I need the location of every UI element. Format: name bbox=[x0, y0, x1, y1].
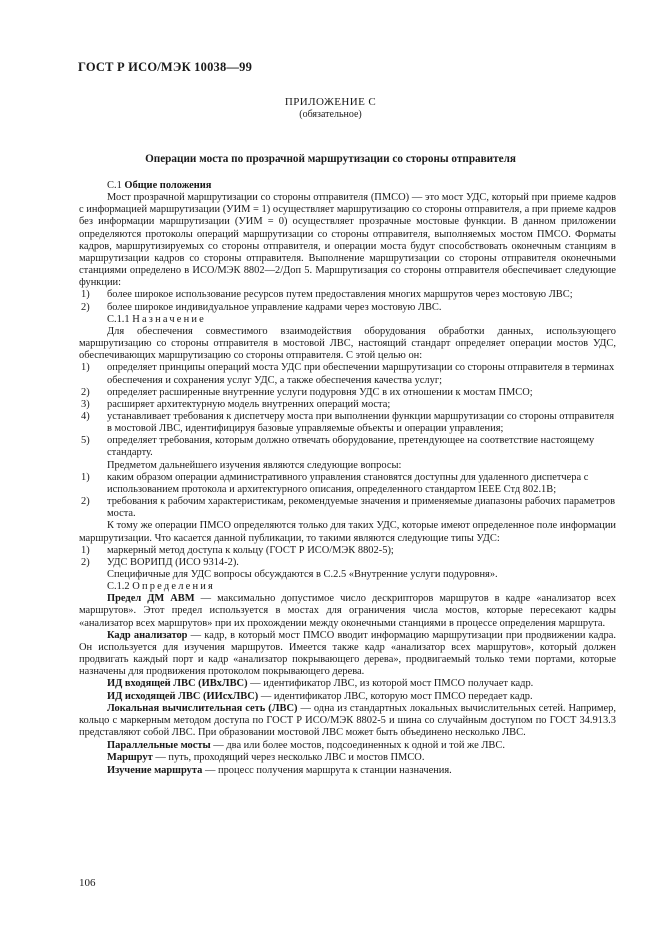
c12-heading-number: С.1.2 bbox=[107, 581, 130, 593]
list-item-text: устанавливает требования к диспетчеру моста при выполнении функции маршрутизации со стороны отправителя в мостовой ЛВС, идентифицируя базовые управляемые объекты и операции управления; bbox=[107, 410, 615, 435]
list-item-number: 1) bbox=[81, 471, 90, 483]
definition bbox=[79, 765, 616, 777]
definition-text: — процесс получения маршрута к станции назначения. bbox=[202, 764, 452, 776]
c11-list-item bbox=[79, 362, 616, 386]
c11-question-item bbox=[79, 472, 616, 496]
list-item-number: 2) bbox=[81, 556, 90, 568]
c11-question-item bbox=[79, 496, 616, 520]
list-item-number: 3) bbox=[81, 398, 90, 410]
list-item-number: 1) bbox=[81, 362, 90, 374]
section-title: Операции моста по прозрачной маршрутизации со стороны отправителя bbox=[145, 153, 516, 165]
annex-status: (обязательное) bbox=[299, 109, 362, 120]
c11-heading bbox=[79, 314, 616, 326]
c1-heading-number: С.1 bbox=[107, 180, 122, 191]
list-item-number: 2) bbox=[81, 301, 90, 313]
c11-mac-type-item bbox=[79, 545, 616, 557]
document-body bbox=[79, 180, 616, 777]
c1-paragraph: Мост прозрачной маршрутизации со стороны отправителя (ПМСО) — это мост УДС, который при приеме кадров с информацией маршрутизации (УИМ = 1) осуществляет маршрутизацию со стороны отправителя, а при приеме кадров без информации маршрутизации (УИМ = 0) осуществляет прозрачные мостовые функции. В данном приложении определяются протоколы операций маршрутизации со стороны отправителя, выполняемых мостом ПМСО. Форматы кадров, маршрутизируемых со стороны отправителя, и операции моста будут способствовать оконечным станциям в маршрутизации кадров со стороны отправителя. Выполнение маршрутизации со стороны отправителя оконечными станциями определено в ИСО/МЭК 8802—2/Доп 5. Маршрутизация со стороны отправителя обеспечивает следующие функции: bbox=[79, 192, 616, 289]
list-item-text: каким образом операции административного управления становятся доступны для удаленного диспетчера с использованием протокола и архитектурного описания, определенного стандартом IEEE Стд 802.1В; bbox=[107, 471, 589, 495]
list-item-text: определяет расширенные внутренние услуги подуровня УДС в их отношении к мостам ПМСО; bbox=[107, 386, 533, 398]
definition-text: — одна из стандартных локальных вычислительных сетей. Например, кольцо с маркерным методом доступа по ГОСТ Р ИСО/МЭК 8802-5 и шина со случайным доступом по ГОСТ 34.913.3 представляют собой ЛВС. При образовании мостовой ЛВС может быть объединено несколько ЛВС. bbox=[79, 702, 616, 739]
list-item-number: 1) bbox=[81, 289, 90, 301]
annex-title: ПРИЛОЖЕНИЕ С bbox=[284, 96, 377, 108]
list-item-text: УДС ВОРИПД (ИСО 9314-2). bbox=[107, 556, 239, 568]
definition-text: — кадр, в который мост ПМСО вводит информацию маршрутизации при продвижении кадра. Он используется для изучения маршрутов. Имеется также кадр «анализатор всех маршрутов», который должен продвигать каждый порт и кадр «анализатор покрывающего дерева», продвигаемый только теми портами, которые назначены для продвижения протоколом покрывающего дерева. bbox=[79, 629, 616, 678]
definition-term: Предел ДМ АВМ bbox=[107, 593, 195, 605]
c1-list-item bbox=[79, 289, 616, 301]
c11-list-item bbox=[79, 399, 616, 411]
list-item-text: расширяет архитектурную модель внутренних операций моста; bbox=[107, 398, 391, 410]
c11-list-item bbox=[79, 387, 616, 399]
c1-heading bbox=[79, 180, 616, 192]
definition bbox=[79, 752, 616, 764]
c11-list-item bbox=[79, 435, 616, 459]
list-item-text: определяет требования, которым должно отвечать оборудование, претендующее на соответствие настоящему стандарту. bbox=[107, 435, 595, 459]
definition-text: — путь, проходящий через несколько ЛВС и мостов ПМСО. bbox=[152, 752, 425, 764]
list-item-text: требования к рабочим характеристикам, рекомендуемые значения и применяемые диапазоны рабочих параметров моста. bbox=[107, 496, 615, 520]
c11-list-item bbox=[79, 411, 616, 435]
c11-paragraph-4: Специфичные для УДС вопросы обсуждаются в С.2.5 «Внутренние услуги подуровня». bbox=[107, 569, 498, 580]
definition-term: ИД входящей ЛВС (ИВхЛВС) bbox=[107, 678, 248, 690]
c1-list-item bbox=[79, 302, 616, 314]
c11-heading-number: С.1.1 bbox=[107, 313, 130, 325]
definition bbox=[79, 593, 616, 629]
definition bbox=[79, 703, 616, 739]
list-item-number: 2) bbox=[81, 386, 90, 398]
definition-text: — идентификатор ЛВС, которую мост ПМСО передает кадр. bbox=[258, 690, 533, 702]
definition-term: Локальная вычислительная сеть (ЛВС) bbox=[107, 702, 298, 714]
definition bbox=[79, 740, 616, 752]
c11-paragraph-3: К тому же операции ПМСО определяются только для таких УДС, которые имеют определенное поле информации маршрутизации. Что касается данной публикации, то такими являются следующие типы УДС: bbox=[79, 520, 616, 544]
c12-heading-text: Определения bbox=[132, 581, 216, 593]
definition-term: Кадр анализатор bbox=[107, 629, 188, 641]
definition-text: — максимально допустимое число дескрипторов маршрутов в кадре «анализатор всех маршрутов». Этот предел используется в мостах для ограничения числа мостов, которые пересекают кадры «анализатор всех маршрутов» при их прохождении между оконечными станциями в процессе определения маршрута. bbox=[79, 593, 616, 629]
list-item-number: 2) bbox=[81, 496, 90, 508]
list-item-number: 1) bbox=[81, 544, 90, 556]
c11-heading-text: Назначение bbox=[132, 313, 207, 325]
list-item-text: более широкое индивидуальное управление кадрами через мостовую ЛВС. bbox=[107, 301, 442, 313]
list-item-number: 4) bbox=[81, 410, 90, 422]
list-item-number: 5) bbox=[81, 435, 90, 447]
list-item-text: определяет принципы операций моста УДС при обеспечении маршрутизации со стороны отправителя в терминах обеспечения и сохранения услуг УДС, а также обеспечения качества услуг; bbox=[107, 362, 615, 386]
definition-text: — два или более мостов, подсоединенных к одной и той же ЛВС. bbox=[210, 740, 505, 752]
c12-heading bbox=[79, 581, 616, 593]
list-item-text: маркерный метод доступа к кольцу (ГОСТ Р ИСО/МЭК 8802-5); bbox=[107, 544, 394, 556]
definition-text: — идентификатор ЛВС, из которой мост ПМСО получает кадр. bbox=[247, 678, 534, 690]
definition bbox=[79, 630, 616, 679]
document-code-header: ГОСТ Р ИСО/МЭК 10038—99 bbox=[78, 60, 253, 74]
definition-term: Маршрут bbox=[107, 752, 153, 764]
definition bbox=[79, 678, 616, 690]
page-number: 106 bbox=[79, 877, 96, 889]
c11-paragraph-2: Предметом дальнейшего изучения являются следующие вопросы: bbox=[107, 459, 402, 471]
definition-term: ИД исходящей ЛВС (ИИсхЛВС) bbox=[107, 690, 259, 702]
list-item-text: более широкое использование ресурсов путем предоставления многих маршрутов через мостовую ЛВС; bbox=[107, 289, 573, 301]
c11-paragraph: Для обеспечения совместимого взаимодействия оборудования обработки данных, использующего маршрутизацию со стороны отправителя в мостовой ЛВС, настоящий стандарт определяет операции мостов УДС, обеспечивающих маршрутизацию со стороны отправителя. С этой целью он: bbox=[79, 325, 616, 362]
definition bbox=[79, 691, 616, 703]
c1-heading-text: Общие положения bbox=[124, 180, 212, 191]
definition-term: Изучение маршрута bbox=[107, 764, 203, 776]
c11-mac-type-item bbox=[79, 557, 616, 569]
definition-term: Параллельные мосты bbox=[107, 740, 211, 752]
